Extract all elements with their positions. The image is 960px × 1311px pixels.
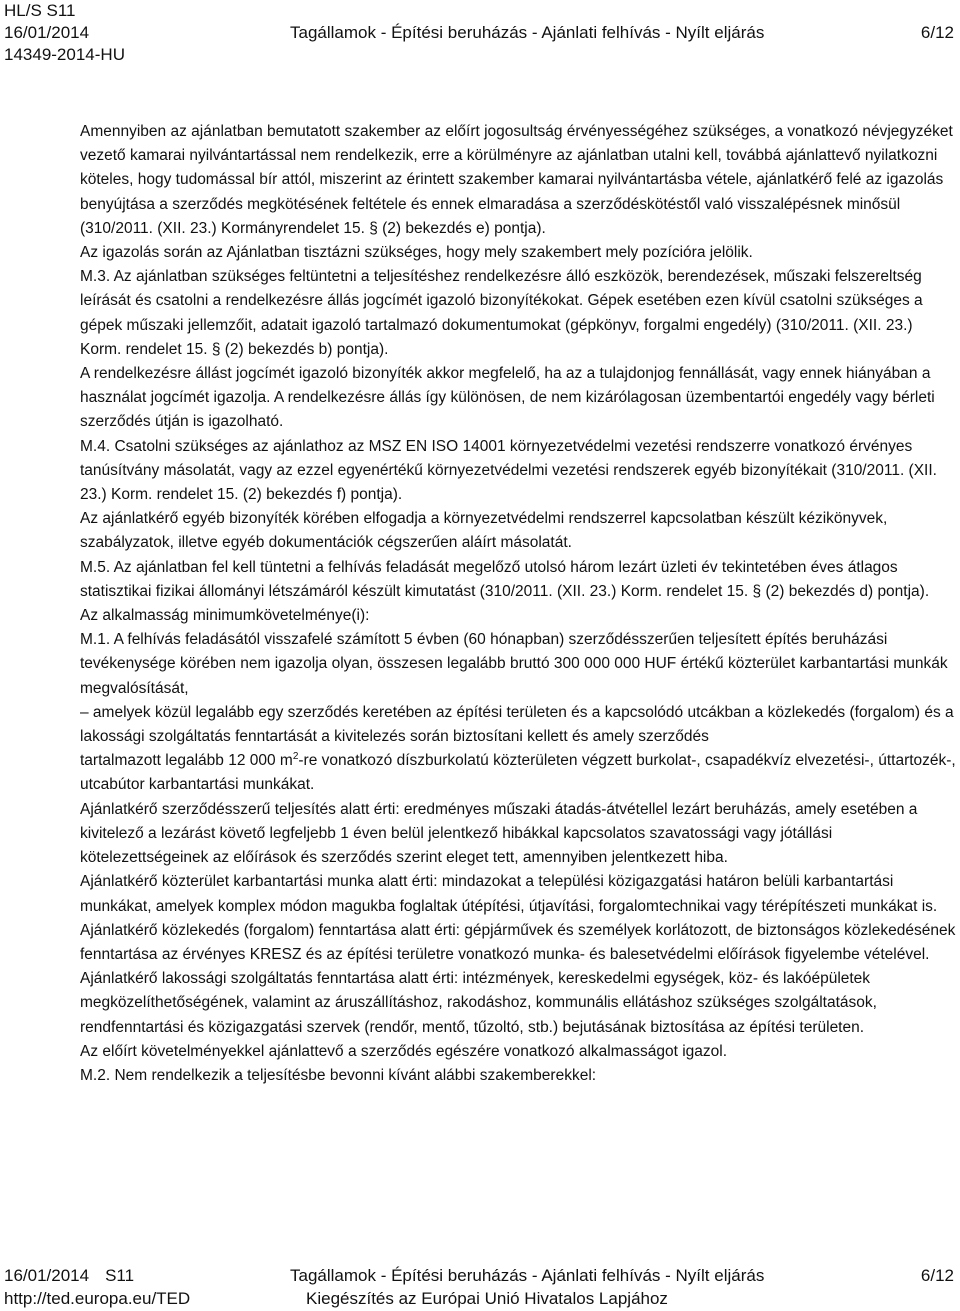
paragraph-m5: M.5. Az ajánlatban fel kell tüntetni a felhívás feladását megelőző utolsó három lezárt üzleti év tekintetében éves átlagos statisztikai fizikai állományi létszámáról készült kimutatást (310/2011. (XII. 23.) Korm. rendelet 15. § (2) bekezdés d) pontja). xyxy=(80,558,930,600)
area-text: tartalmazott legalább 12 000 m xyxy=(80,752,293,770)
paragraph-lakossagi-szolgaltatas: Ajánlatkérő lakossági szolgáltatás fenntartása alatt érti: intézmények, kereskedelmi egységek, köz- és lakóépületek megközelíthetőségének, valamint az áruszállításhoz, rakodáshoz, kommunális ellátáshoz szükséges szolgáltatások, rendfenntartási és közigazgatási szervek (rendőr, mentő, tűzoltó, stb.) bejutásának biztosítása az építési területen. xyxy=(80,970,877,1036)
document-body xyxy=(80,120,956,1088)
header-page-number: 6/12 xyxy=(920,23,954,42)
paragraph-kamarai-nyilvantartas: Amennyiben az ajánlatban bemutatott szakember az előírt jogosultság érvényességéhez szükséges, a vonatkozó névjegyzéket vezető kamarai nyilvántartással nem rendelkezik, erre a körülményre az ajánlatban utalni kell, továbbá ajánlattevő nyilatkozni köteles, hogy tudomással bír attól, miszerint az érintett szakember kamarai nyilvántartásba vétele, ajánlatkérő felé az igazolás benyújtása a szerződés megkötésének feltétele és ennek elmaradása a szerződéskötéstől való visszalépésnek minősül (310/2011. (XII. 23.) Kormányrendelet 15. § (2) bekezdés e) pontja). xyxy=(80,123,953,237)
footer-series: S11 xyxy=(105,1266,135,1285)
paragraph-m1-dash-item: – amelyek közül legalább egy szerződés keretében az építési területen és a kapcsolódó utcákban a közlekedés (forgalom) és a lakossági szolgáltatás fenntartását a kivitelezés során biztosítani kellett és amely szerződés xyxy=(80,703,954,746)
paragraph-kozlekedes-fenntartas: Ajánlatkérő közlekedés (forgalom) fenntartása alatt érti: gépjárművek és személyek korlátozott, de biztonságos közlekedésének fenntartása az érvényes KRESZ és az építési területre vonatkozó munka- és balesetvédelmi előírások figyelembe vételével. xyxy=(80,921,956,963)
paragraph-szerzodesszeru-teljesites: Ajánlatkérő szerződésszerű teljesítés alatt érti: eredményes műszaki átadás-átvétellel lezárt beruházás, amely esetében a kivitelező a lezárást követő legfeljebb 1 éven belül jelentkező hibákkal kapcsolatos szavatossági vagy jótállási kötelezettségeinek az előírások és szerződés szerint eleget tett, amennyiben jelentkezett hiba. xyxy=(80,800,918,867)
paragraph-igazolas: Az igazolás során az Ajánlatban tisztázni szükséges, hogy mely szakembert mely pozícióra jelölik. xyxy=(80,244,753,262)
paragraph-m1-dash-item-continued xyxy=(80,749,956,797)
header-title: Tagállamok - Építési beruházás - Ajánlati felhívás - Nyílt eljárás xyxy=(290,23,765,42)
paragraph-m1: M.1. A felhívás feladásától visszafelé számított 5 évben (60 hónapban) szerződésszerűen teljesített építés beruházási tevékenysége körében nem igazolja olyan, összesen legalább bruttó 300 000 000 HUF értékű közterület karbantartási munkák megvalósítását, xyxy=(80,631,948,697)
header-series: HL/S S11 xyxy=(4,1,76,20)
footer-url: http://ted.europa.eu/TED xyxy=(4,1289,191,1308)
footer-page-number: 6/12 xyxy=(920,1266,954,1285)
paragraph-egyeb-bizonyitek: Az ajánlatkérő egyéb bizonyíték körében elfogadja a környezetvédelmi rendszerrel kapcsolatban készült kézikönyvek, szabályzatok, illetve egyéb dokumentációk cégszerűen aláírt másolatát. xyxy=(80,510,888,552)
footer-date-series xyxy=(4,1265,134,1287)
paragraph-kozterulet-karbantartas: Ajánlatkérő közterület karbantartási munka alatt érti: mindazokat a települési közigazgatási határon belüli karbantartási munkákat, amelyek komplex módon magukba foglaltak útépítési, útjavítási, forgalomtechnikai vagy térépítészeti munkákat is. xyxy=(80,873,938,915)
paragraph-minimumkovetelmeny-heading: Az alkalmasság minimumkövetelménye(i): xyxy=(80,607,370,625)
footer-title: Tagállamok - Építési beruházás - Ajánlati felhívás - Nyílt eljárás xyxy=(290,1266,765,1285)
header-doc-id: 14349-2014-HU xyxy=(4,45,125,64)
paragraph-m4: M.4. Csatolni szükséges az ajánlathoz az MSZ EN ISO 14001 környezetvédelmi vezetési rendszerre vonatkozó érvényes tanúsítvány másolatát, vagy az ezzel egyenértékű környezetvédelmi vezetési rendszerek egyéb bizonyítékait (310/2011. (XII. 23.) Korm. rendelet 15. (2) bekezdés f) pontja). xyxy=(80,437,937,504)
footer-publisher: Kiegészítés az Európai Unió Hivatalos Lapjához xyxy=(306,1289,668,1308)
header-date: 16/01/2014 xyxy=(4,23,90,42)
paragraph-alkalmassag-igazolas: Az előírt követelményekkel ajánlattevő a szerződés egészére vonatkozó alkalmasságot igazol. xyxy=(80,1042,728,1060)
paragraph-rendelkezesre-allas: A rendelkezésre állást jogcímét igazoló bizonyíték akkor megfelelő, ha az a tulajdonjog fennállását, vagy ennek hiányában a használat jogcímét igazolja. A rendelkezésre állás így különösen, de nem kizárólagosan üzembentartói engedély vagy bérleti szerződés útján is igazolható. xyxy=(80,365,935,431)
footer-date: 16/01/2014 xyxy=(4,1266,90,1285)
paragraph-m2: M.2. Nem rendelkezik a teljesítésbe bevonni kívánt alábbi szakemberekkel: xyxy=(80,1066,597,1084)
area-text-continued: -re vonatkozó díszburkolatú közterületen végzett burkolat-, csapadékvíz elvezetési-, úttartozék-, utcabútor karbantartási munkákat. xyxy=(80,752,956,794)
square-superscript: 2 xyxy=(292,751,299,763)
paragraph-m3: M.3. Az ajánlatban szükséges feltüntetni a teljesítéshez rendelkezésre álló eszközök, berendezések, műszaki felszereltség leírását és csatolni a rendelkezésre állás jogcímét igazoló bizonyítékokat. Gépek esetében ezen kívül csatolni szükséges a gépek műszaki jellemzőit, adatait igazoló tartalmazó dokumentumokat (gépkönyv, forgalmi engedély) (310/2011. (XII. 23.) Korm. rendelet 15. § (2) bekezdés b) pontja). xyxy=(80,268,923,358)
